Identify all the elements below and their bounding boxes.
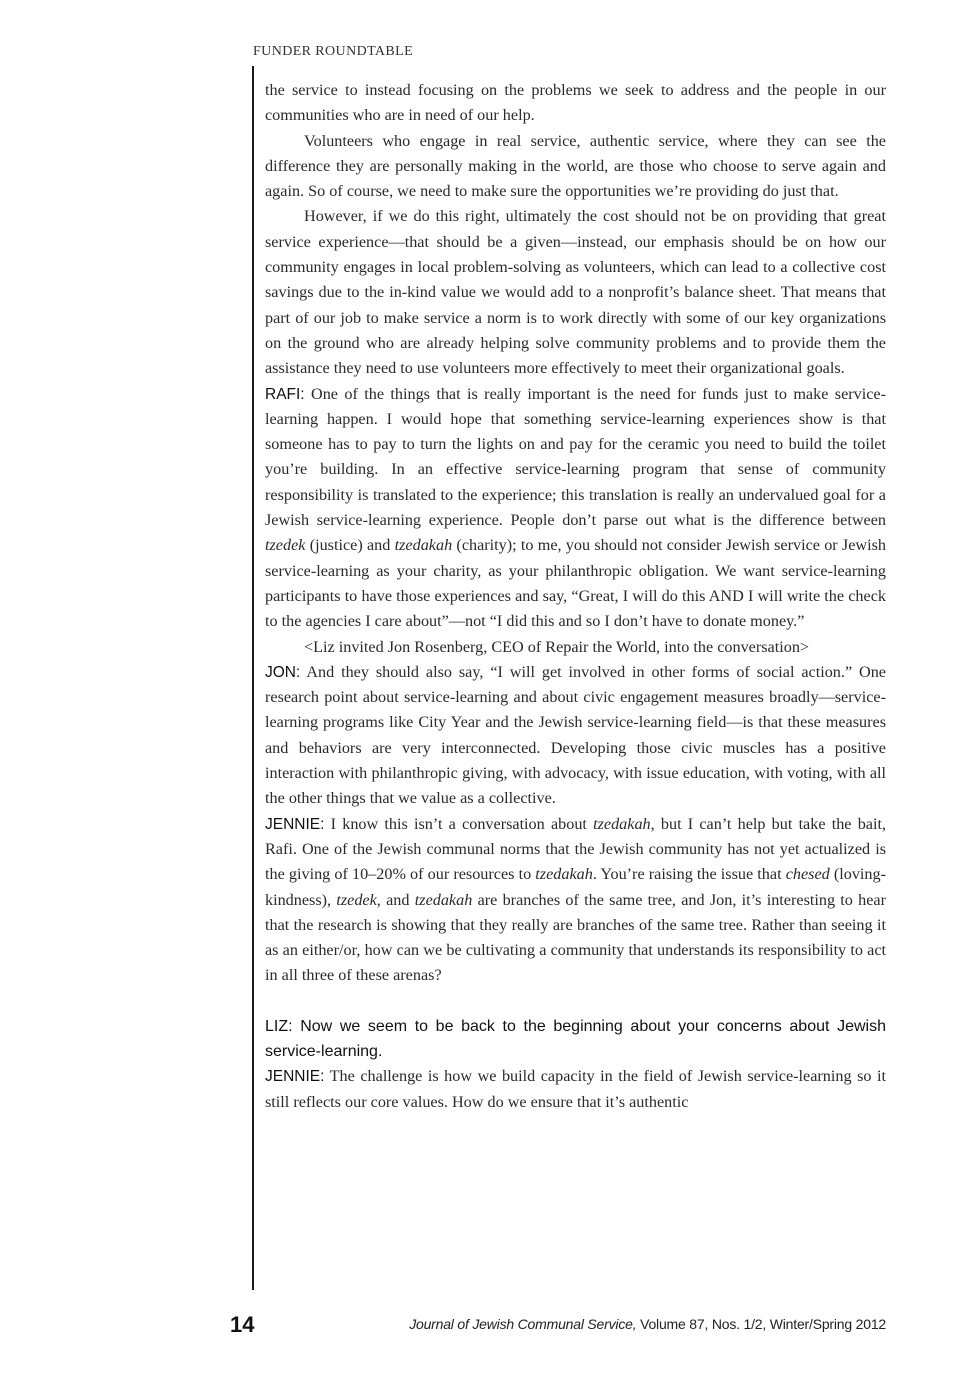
paragraph-volunteers: Volunteers who engage in real service, authentic service, where they can see the difference they are personally making in the world, are those who choose to serve again and again. So of course, we need to make sure the opportunities we’re providing do just that. — [265, 131, 886, 201]
journal-title: Journal of Jewish Communal Service, — [409, 1316, 637, 1332]
margin-rule — [252, 66, 254, 1290]
speaker-text: And they should also say, “I will get involved in other forms of social action.” One research point about service-learning and about civic engagement measures broadly—service-learning programs like City Year and the Jewish service-learning field—is that these measures and behaviors are very interconnected. Developing those civic muscles has a positive interaction with philanthropic giving, with advocacy, with issue education, with voting, with all the other things that we value as a collective. — [265, 662, 886, 808]
journal-issue: Volume 87, Nos. 1/2, Winter/Spring 2012 — [636, 1316, 886, 1332]
speaker-label: JENNIE: — [265, 815, 325, 833]
running-head: FUNDER ROUNDTABLE — [253, 44, 414, 59]
paragraph-rafi — [265, 382, 886, 635]
moderator-question: LIZ: Now we seem to be back to the beginning about your concerns about Jewish service-learning. — [265, 1017, 886, 1060]
speaker-label: JENNIE: — [265, 1068, 325, 1086]
speaker-label: RAFI: — [265, 385, 305, 403]
paragraph-jon — [265, 660, 886, 812]
page-number: 14 — [230, 1312, 255, 1337]
paragraph-jennie — [265, 812, 886, 989]
paragraph-cost: However, if we do this right, ultimately the cost should not be on providing that great service experience—that should be a given—instead, our emphasis should be on how our community engages in local problem-solving as volunteers, which can lead to a collective cost savings due to the in-kind value we would add to a nonprofit’s balance sheet. That means that part of our job to make service a norm is to work directly with some of our key organizations on the ground who are already helping solve community problems and to provide them the assistance they need to use volunteers more effectively to meet their organizational goals. — [265, 207, 886, 378]
speaker-text: The challenge is how we build capacity in the field of Jewish service-learning so it still reflects our core values. How do we ensure that it’s authentic — [265, 1067, 886, 1111]
speaker-label: JON: — [265, 663, 301, 681]
speaker-text: One of the things that is really important is the need for funds just to make service-learning happen. I would hope that something service-learning experiences show is that someone has to pay to turn the lights on and pay for the ceramic you need to build the toilet you’re building. In an effective service-learning program that sense of community responsibility is translated to the experience; this translation is really an undervalued goal for a Jewish service-learning experience. People don’t parse out what is the difference between tzedek (justice) and tzedakah (charity); to me, you should not consider Jewish service or Jewish service-learning as your charity, as your philanthropic obligation. We want service-learning participants to have those experiences and say, “Great, I will do this AND I will write the check to the agencies I care about”—not “I did this and so I don’t have to donate money.” — [265, 384, 887, 631]
article-body — [265, 78, 886, 1115]
journal-citation — [409, 1316, 886, 1332]
stage-note: <Liz invited Jon Rosenberg, CEO of Repair the World, into the conversation> — [304, 637, 810, 656]
paragraph-continuation: the service to instead focusing on the problems we seek to address and the people in our communities who are in need of our help. — [265, 81, 886, 125]
paragraph-jennie-2 — [265, 1064, 886, 1115]
speaker-text: I know this isn’t a conversation about tzedakah, but I can’t help but take the bait, Rafi. One of the Jewish communal norms that the Jewish community has not yet actualized is the giving of 10–20% of our resources to tzedakah. You’re raising the issue that chesed (loving-kindness), tzedek, and tzedakah are branches of the same tree, and Jon, it’s interesting to hear that the research is showing that they really are branches of the same tree. Rather than seeing it as an either/or, how can we be cultivating a community that understands its responsibility to act in all three of these arenas? — [265, 814, 887, 985]
section-spacer — [265, 989, 886, 1014]
